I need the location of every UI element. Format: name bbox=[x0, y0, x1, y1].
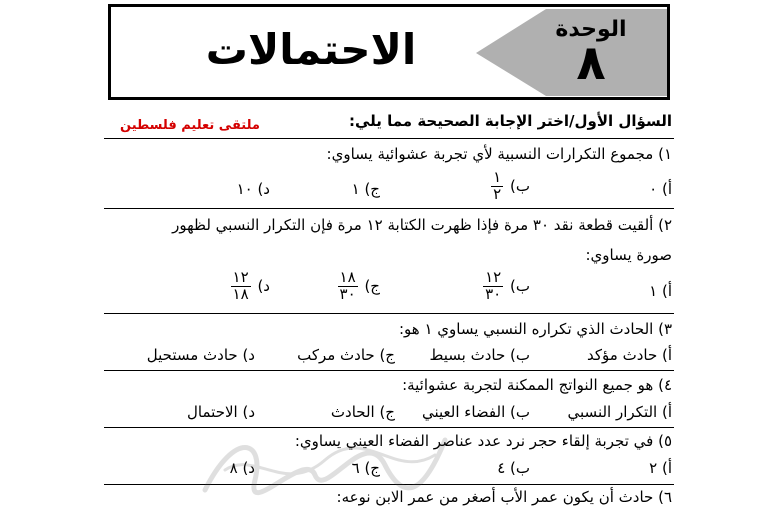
q5-option-c[interactable]: ج) ٦ bbox=[351, 459, 380, 477]
section-title: السؤال الأول/اختر الإجابة الصحيحة مما يلي: bbox=[348, 112, 672, 130]
q3-option-a[interactable]: أ) حادث مؤكد bbox=[587, 346, 672, 364]
q2-option-d-label: د) bbox=[257, 276, 270, 295]
fraction-denominator: ٣٠ bbox=[485, 284, 502, 303]
q2-option-a[interactable]: أ) ١ bbox=[649, 282, 672, 300]
question-4-text: ٤) هو جميع النواتج الممكنة لتجربة عشوائية: bbox=[402, 376, 672, 394]
q4-option-d[interactable]: د) الاحتمال bbox=[187, 403, 255, 421]
fraction-numerator: ١ bbox=[493, 168, 502, 186]
fraction-numerator: ١٢ bbox=[232, 268, 249, 286]
q5-option-b[interactable]: ب) ٤ bbox=[497, 459, 530, 477]
fraction-numerator: ١٨ bbox=[339, 268, 356, 286]
q2-option-c-label: ج) bbox=[364, 276, 380, 295]
fraction-numerator: ١٢ bbox=[485, 268, 502, 286]
divider bbox=[104, 138, 674, 139]
divider bbox=[104, 208, 674, 209]
fraction-denominator: ٣٠ bbox=[339, 284, 356, 303]
q4-option-a[interactable]: أ) التكرار النسبي bbox=[567, 403, 672, 421]
divider bbox=[104, 313, 674, 314]
unit-number: ٨ bbox=[576, 35, 606, 91]
q4-option-b[interactable]: ب) الفضاء العيني bbox=[422, 403, 530, 421]
q1-option-a[interactable]: أ) ٠ bbox=[649, 180, 672, 198]
question-6-text: ٦) حادث أن يكون عمر الأب أصغر من عمر الابن نوعه: bbox=[336, 488, 672, 506]
q3-option-d[interactable]: د) حادث مستحيل bbox=[146, 346, 255, 364]
q1-option-b-label: ب) bbox=[510, 176, 530, 195]
question-2-text: ٢) ألقيت قطعة نقد ٣٠ مرة فإذا ظهرت الكتابة ١٢ مرة فإن التكرار النسبي لظهور bbox=[172, 216, 672, 234]
q2-option-b-label: ب) bbox=[510, 276, 530, 295]
q4-option-c[interactable]: ج) الحادث bbox=[330, 403, 395, 421]
q3-option-b[interactable]: ب) حادث بسيط bbox=[429, 346, 530, 364]
fraction-denominator: ١٨ bbox=[232, 284, 249, 303]
unit-header bbox=[108, 4, 670, 100]
q2-option-c[interactable] bbox=[336, 270, 380, 303]
q1-option-c[interactable]: ج) ١ bbox=[351, 180, 380, 198]
q3-option-c[interactable]: ج) حادث مركب bbox=[297, 346, 395, 364]
unit-label: الوحدة bbox=[555, 17, 627, 42]
page-title: الاحتمالات bbox=[205, 25, 417, 74]
q5-option-d[interactable]: د) ٨ bbox=[229, 459, 255, 477]
q2-option-b[interactable] bbox=[481, 270, 530, 303]
q2-option-d[interactable] bbox=[229, 270, 270, 303]
q1-option-b[interactable] bbox=[489, 170, 530, 203]
question-1-text: ١) مجموع التكرارات النسبية لأي تجربة عشوائية يساوي: bbox=[326, 145, 672, 163]
watermark-signature bbox=[195, 420, 455, 500]
credit-text: ملتقى تعليم فلسطين bbox=[120, 118, 260, 133]
q2-option-c-fraction bbox=[338, 270, 358, 303]
q5-option-a[interactable]: أ) ٢ bbox=[649, 459, 672, 477]
q1-option-b-fraction bbox=[491, 170, 503, 203]
question-3-text: ٣) الحادث الذي تكراره النسبي يساوي ١ هو: bbox=[398, 320, 672, 338]
question-5-text: ٥) في تجربة إلقاء حجر نرد عدد عناصر الفضاء العيني يساوي: bbox=[294, 432, 672, 450]
q2-option-d-fraction bbox=[231, 270, 251, 303]
q1-option-d[interactable]: د) ١٠ bbox=[236, 180, 270, 198]
divider bbox=[104, 370, 674, 371]
q2-option-b-fraction bbox=[483, 270, 503, 303]
question-2-text-cont: صورة يساوي: bbox=[585, 246, 672, 264]
fraction-denominator: ٢ bbox=[493, 184, 502, 203]
